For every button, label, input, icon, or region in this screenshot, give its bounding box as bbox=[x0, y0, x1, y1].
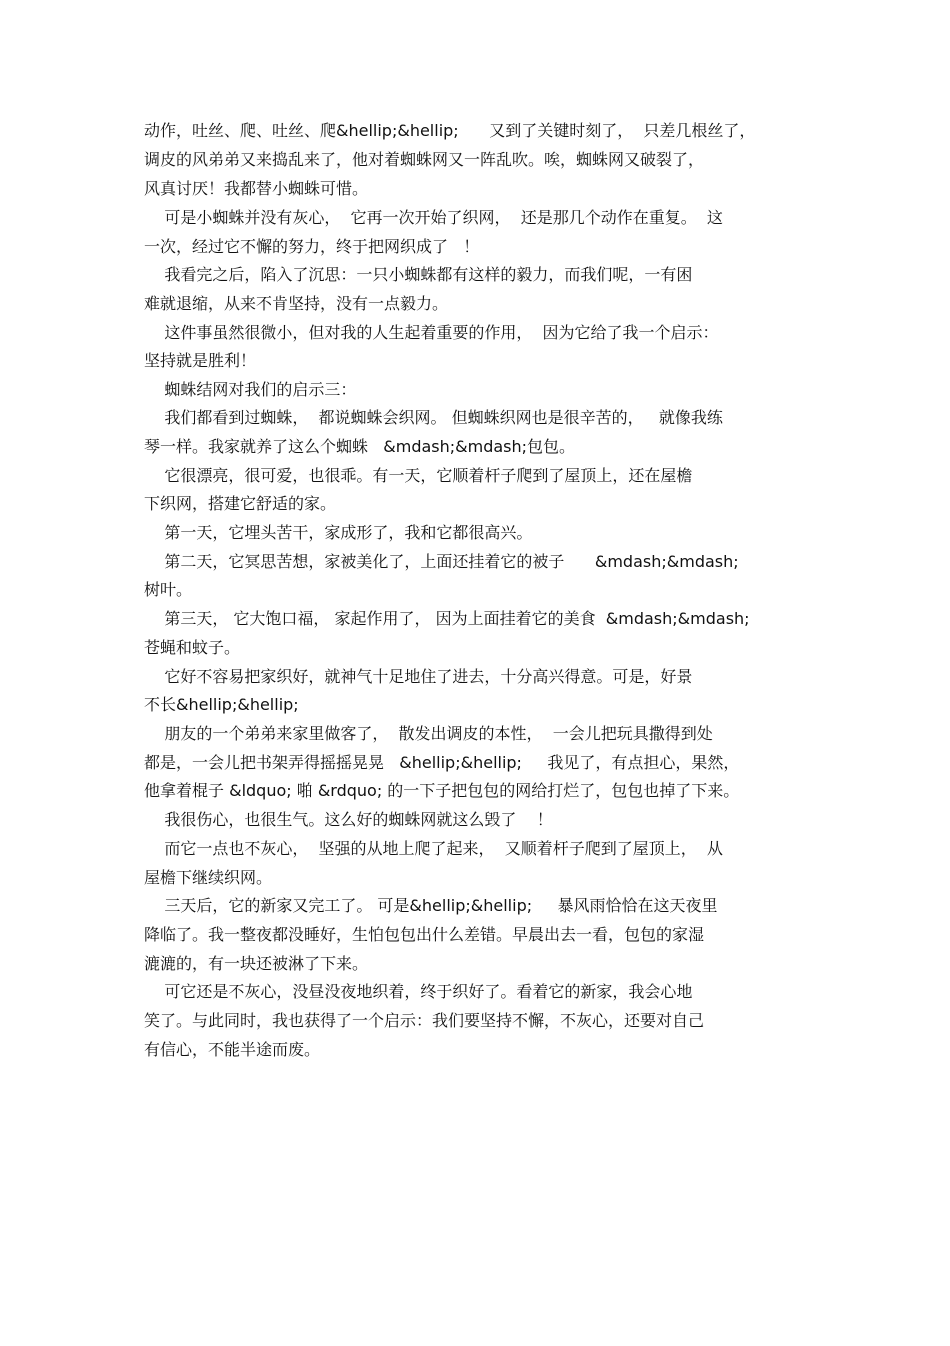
text-line: 它很漂亮，很可爱，也很乖。有一天，它顺着杆子爬到了屋顶上，还在屋檐 bbox=[144, 466, 693, 485]
text-line: 下织网，搭建它舒适的家。 bbox=[144, 494, 337, 513]
text-line: 第一天，它埋头苦干，家成形了，我和它都很高兴。 bbox=[144, 523, 533, 542]
text-line: 我们都看到过蜘蛛， 都说蜘蛛会织网。 但蜘蛛织网也是很辛苦的， 就像我练 bbox=[144, 408, 723, 427]
text-line: 我很伤心，也很生气。这么好的蜘蛛网就这么毁了 ！ bbox=[144, 810, 553, 829]
text-line: 笑了。与此同时，我也获得了一个启示：我们要坚持不懈，不灰心，还要对自己 bbox=[144, 1011, 705, 1030]
text-line: 第三天， 它大饱口福， 家起作用了， 因为上面挂着它的美食 &mdash;&mdash; bbox=[144, 609, 750, 628]
text-line: 降临了。我一整夜都没睡好，生怕包包出什么差错。早晨出去一看，包包的家湿 bbox=[144, 925, 705, 944]
text-line: 树叶。 bbox=[144, 580, 193, 599]
text-line: 而它一点也不灰心， 坚强的从地上爬了起来， 又顺着杆子爬到了屋顶上， 从 bbox=[144, 839, 723, 858]
text-line: 第二天，它冥思苦想，家被美化了，上面还挂着它的被子 &mdash;&mdash; bbox=[144, 552, 739, 571]
text-line: 朋友的一个弟弟来家里做客了， 散发出调皮的本性， 一会儿把玩具撒得到处 bbox=[144, 724, 713, 743]
text-line: 都是，一会儿把书架弄得摇摇晃晃 &hellip;&hellip; 我见了，有点担心，果然， bbox=[144, 753, 740, 772]
text-line: 他拿着棍子 &ldquo; 啪 &rdquo; 的一下子把包包的网给打烂了，包包也掉了下来。 bbox=[144, 781, 740, 800]
text-line: 蜘蛛结网对我们的启示三： bbox=[144, 380, 357, 399]
text-line: 一次，经过它不懈的努力，终于把网织成了 ！ bbox=[144, 237, 480, 256]
text-line: 这件事虽然很微小，但对我的人生起着重要的作用， 因为它给了我一个启示： bbox=[144, 323, 719, 342]
text-line: 难就退缩，从来不肯坚持，没有一点毅力。 bbox=[144, 294, 449, 313]
text-line: 风真讨厌！我都替小蜘蛛可惜。 bbox=[144, 179, 369, 198]
text-line: 有信心，不能半途而废。 bbox=[144, 1040, 321, 1059]
text-line: 坚持就是胜利！ bbox=[144, 351, 257, 370]
text-line: 调皮的风弟弟又来捣乱来了，他对着蜘蛛网又一阵乱吹。唉，蜘蛛网又破裂了， bbox=[144, 150, 705, 169]
text-line: 我看完之后，陷入了沉思：一只小蜘蛛都有这样的毅力，而我们呢，一有困 bbox=[144, 265, 693, 284]
text-line: 可它还是不灰心，没昼没夜地织着，终于织好了。看着它的新家，我会心地 bbox=[144, 982, 693, 1001]
text-line: 不长&hellip;&hellip; bbox=[144, 695, 299, 714]
text-line: 苍蝇和蚊子。 bbox=[144, 638, 241, 657]
text-line: 动作，吐丝、爬、吐丝、爬&hellip;&hellip; 又到了关键时刻了， 只差几根丝了， bbox=[144, 121, 756, 140]
text-line: 屋檐下继续织网。 bbox=[144, 868, 273, 887]
text-line: 可是小蜘蛛并没有灰心， 它再一次开始了织网， 还是那几个动作在重复。 这 bbox=[144, 208, 723, 227]
text-line: 琴一样。我家就养了这么个蜘蛛 &mdash;&mdash;包包。 bbox=[144, 437, 576, 456]
text-line: 漉漉的，有一块还被淋了下来。 bbox=[144, 954, 369, 973]
text-line: 它好不容易把家织好，就神气十足地住了进去，十分高兴得意。可是，好景 bbox=[144, 667, 693, 686]
text-line: 三天后，它的新家又完工了。 可是&hellip;&hellip; 暴风雨恰恰在这天夜里 bbox=[144, 896, 718, 915]
